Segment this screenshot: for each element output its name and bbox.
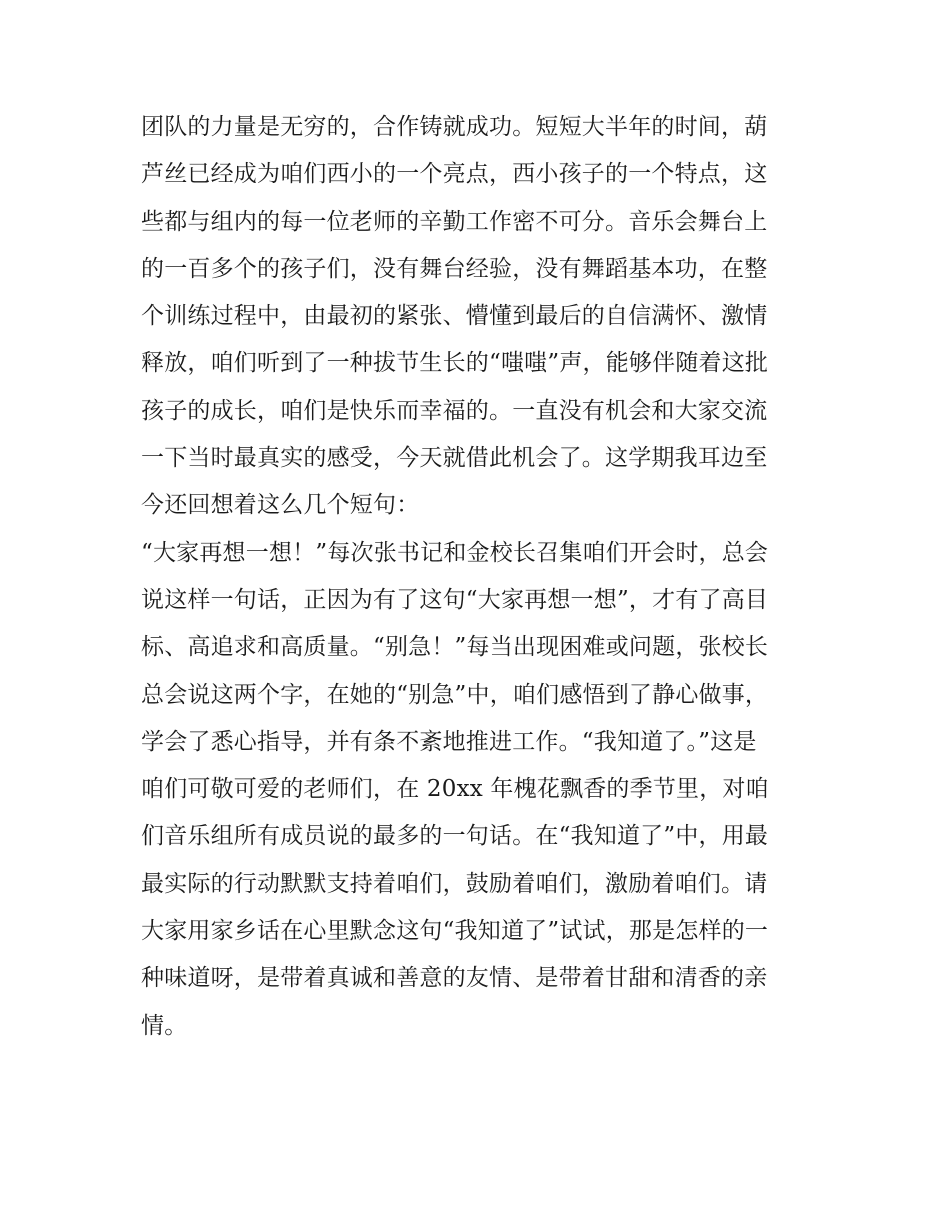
- text-line: 今还回想着这么几个短句：: [141, 492, 420, 519]
- text-line: 孩子的成长，咱们是快乐而幸福的。一直没有机会和大家交流: [141, 397, 768, 424]
- text-line: 大家用家乡话在心里默念这句“我知道了”试试，那是怎样的一: [141, 918, 769, 945]
- text-line: 咱们可敬可爱的老师们，在 20xx 年槐花飘香的季节里，对咱: [141, 776, 769, 803]
- text-line: 情。: [141, 1012, 188, 1039]
- text-line: 释放，咱们听到了一种拔节生长的“嗤嗤”声，能够伴随着这批: [141, 350, 769, 377]
- text-line: 个训练过程中，由最初的紧张、懵懂到最后的自信满怀、激情: [141, 303, 768, 330]
- text-line: 最实际的行动默默支持着咱们，鼓励着咱们，激励着咱们。请: [141, 870, 768, 897]
- text-line: 一下当时最真实的感受，今天就借此机会了。这学期我耳边至: [141, 445, 768, 472]
- text-line: 标、高追求和高质量。“别急！”每当出现困难或问题，张校长: [141, 634, 769, 661]
- text-line: 学会了悉心指导，并有条不紊地推进工作。“我知道了。”这是: [141, 728, 757, 755]
- text-line: “大家再想一想！”每次张书记和金校长召集咱们开会时，总会: [141, 539, 769, 566]
- text-line: 种味道呀，是带着真诚和善意的友情、是带着甘甜和清香的亲: [141, 965, 768, 992]
- text-line: 的一百多个的孩子们，没有舞台经验，没有舞蹈基本功，在整: [141, 255, 768, 282]
- text-line: 们音乐组所有成员说的最多的一句话。在“我知道了”中，用最: [141, 823, 769, 850]
- text-line: 些都与组内的每一位老师的辛勤工作密不可分。音乐会舞台上: [141, 208, 768, 235]
- text-line: 团队的力量是无穷的，合作铸就成功。短短大半年的时间，葫: [141, 114, 768, 140]
- text-line: 芦丝已经成为咱们西小的一个亮点，西小孩子的一个特点，这: [141, 161, 768, 188]
- text-line: 总会说这两个字，在她的“别急”中，咱们感悟到了静心做事，: [141, 681, 769, 708]
- body-text: [141, 104, 821, 1050]
- text-line: 说这样一句话，正因为有了这句“大家再想一想”，才有了高目: [141, 586, 769, 613]
